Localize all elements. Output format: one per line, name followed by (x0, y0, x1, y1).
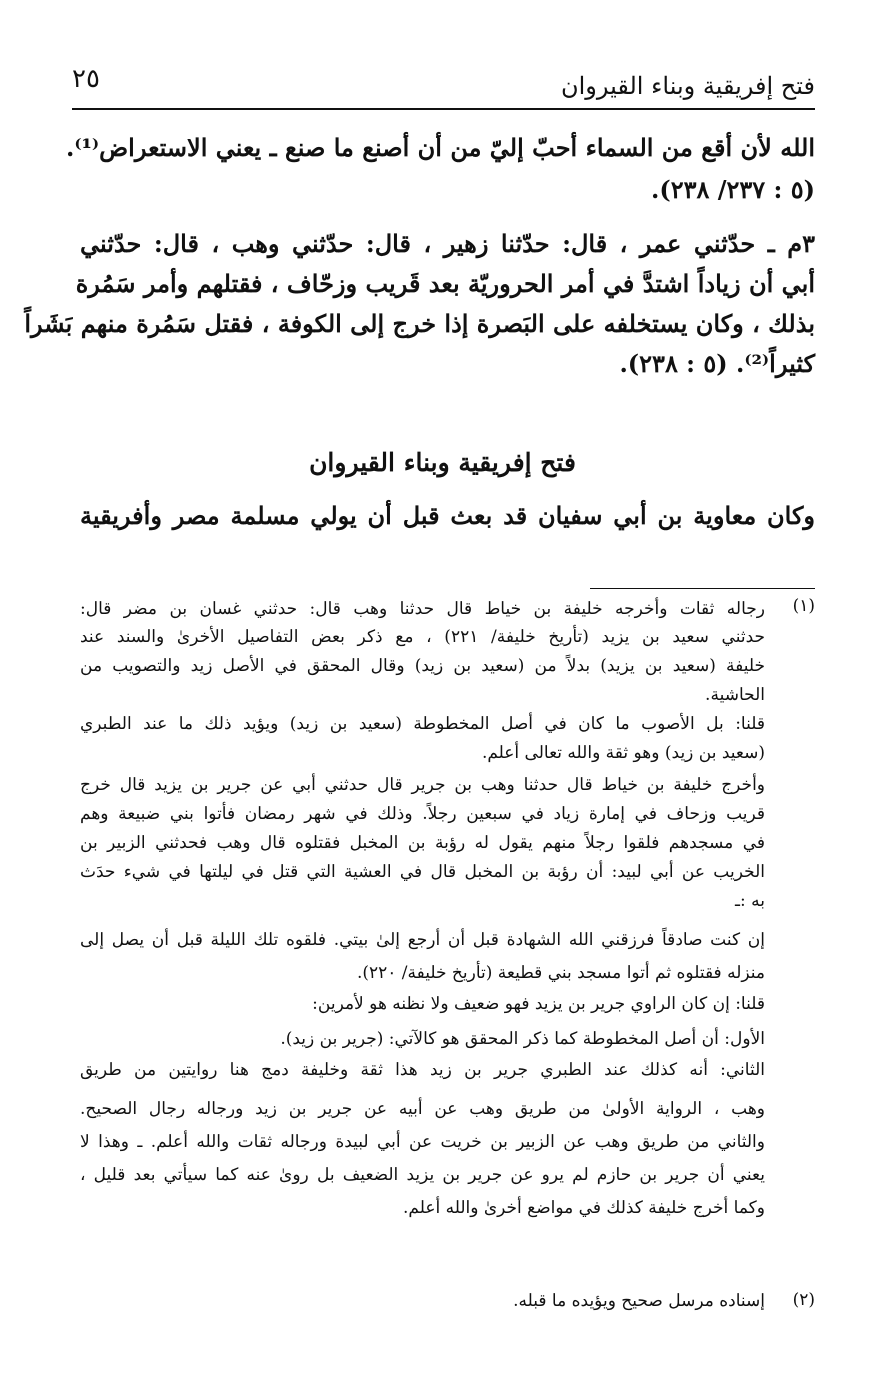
footnote-1-line: الحاشية. (705, 685, 765, 705)
footnote-1-line: والثاني من طريق وهب عن الزبير بن خريت عن أبي لبيدة ورجاله ثقات والله أعلم. ـ وهذا لا (80, 1132, 765, 1152)
footnote-1-line: قلنا: بل الأصوب ما كان في أصل المخطوطة (سعيد بن زيد) ويؤيد ذلك ما عند الطبري (80, 714, 765, 734)
footnote-marker-1: (١) (792, 596, 815, 616)
body-line: بذلك ، وكان يستخلفه على البَصرة إذا خرج إلى الكوفة ، فقتل سَمُرة منهم بَشَراً (24, 309, 815, 338)
footnote-separator (590, 588, 815, 589)
footnote-1-line: وكما أخرج خليفة كذلك في مواضع أخرىٰ والله أعلم. (402, 1198, 765, 1218)
body-line: كثيراً⁽²⁾. (٥ : ٢٣٨). (619, 349, 815, 378)
footnote-marker-2: (٢) (792, 1290, 815, 1310)
footnote-1-line: (سعيد بن زيد) وهو ثقة والله تعالى أعلم. (481, 743, 765, 763)
footnote-1-line: منزله فقتلوه ثم أتوا مسجد بني قطيعة (تأريخ خليفة/ ٢٢٠). (356, 963, 765, 983)
footnote-1-line: حدثني سعيد بن يزيد (تأريخ خليفة/ ٢٢١) ، مع ذكر بعض التفاصيل الأخرىٰ والسند عند (80, 627, 765, 647)
body-line: (٥ : ٢٣٧/ ٢٣٨). (650, 175, 815, 204)
footnote-1-line: وهب ، الرواية الأولىٰ من طريق وهب عن أبيه عن جرير بن زيد ورجاله رجال الصحيح. (80, 1099, 765, 1119)
footnote-1-line: رجاله ثقات وأخرجه خليفة بن خياط قال حدثنا وهب قال: حدثني غسان بن مضر قال: (80, 599, 765, 619)
footnote-2-line: إسناده مرسل صحيح ويؤيده ما قبله. (513, 1291, 765, 1311)
footnote-1-line: يعني أن جرير بن حازم لم يرو عن جرير بن يزيد الضعيف بل روىٰ عنه كما سيأتي بعد قليل ، (80, 1165, 765, 1185)
section-heading: فتح إفريقية وبناء القيروان (309, 448, 576, 477)
body-line: ٣م ـ حدّثني عمر ، قال: حدّثنا زهير ، قال: حدّثني وهب ، قال: حدّثني (80, 229, 815, 258)
footnote-1-line: الخريب عن أبي لبيد: أن رؤبة بن المخبل قال في العشية التي قتل في ليلتها في شيء حدَث (80, 862, 765, 882)
footnote-1-line: الأول: أن أصل المخطوطة كما ذكر المحقق هو كالآتي: (جرير بن زيد). (280, 1029, 765, 1049)
body-line: وكان معاوية بن أبي سفيان قد بعث قبل أن يولي مسلمة مصر وأفريقية (80, 501, 815, 530)
body-line: الله لأن أقع من السماء أحبّ إليّ من أن أصنع ما صنع ـ يعني الاستعراض⁽¹⁾. (65, 133, 815, 162)
footnote-1-line: وأخرج خليفة بن خياط قال حدثنا وهب بن جرير قال حدثني أبي عن جرير بن يزيد قال خرج (80, 775, 765, 795)
footnote-1-line: قلنا: إن كان الراوي جرير بن يزيد فهو ضعيف ولا نظنه هو لأمرين: (312, 994, 765, 1014)
body-line: أبي أن زياداً اشتدَّ في أمر الحروريّة بعد قَريب وزحّاف ، فقتلهم وأمر سَمُرة (75, 269, 815, 298)
footnote-1-line: به :ـ (735, 891, 765, 911)
footnote-1-line: قريب وزحاف في إمارة زياد في سبعين رجلاً. وذلك في شهر رمضان فأتوا بني ضبيعة وهم (80, 804, 765, 824)
footnote-1-line: إن كنت صادقاً فرزقني الله الشهادة قبل أن أرجع إلىٰ بيتي. فلقوه تلك الليلة قبل أن يصل إلى (80, 930, 765, 950)
footnote-1-line: خليفة (سعيد بن يزيد) بدلاً من (سعيد بن زيد) وقال المحقق في الأصل زيد والتصويب من (80, 656, 765, 676)
page-number: ٢٥ (72, 64, 100, 94)
running-header-title: فتح إفريقية وبناء القيروان (560, 72, 815, 100)
footnote-1-line: الثاني: أنه كذلك عند الطبري جرير بن زيد هذا ثقة وخليفة دمج هنا روايتين من طريق (80, 1060, 765, 1080)
footnote-1-line: في مسجدهم فلقوا رجلاً منهم يقول له رؤبة بن المخبل فقتلوه قال وهب فحدثني الزبير بن (80, 833, 765, 853)
header-rule (72, 108, 815, 110)
